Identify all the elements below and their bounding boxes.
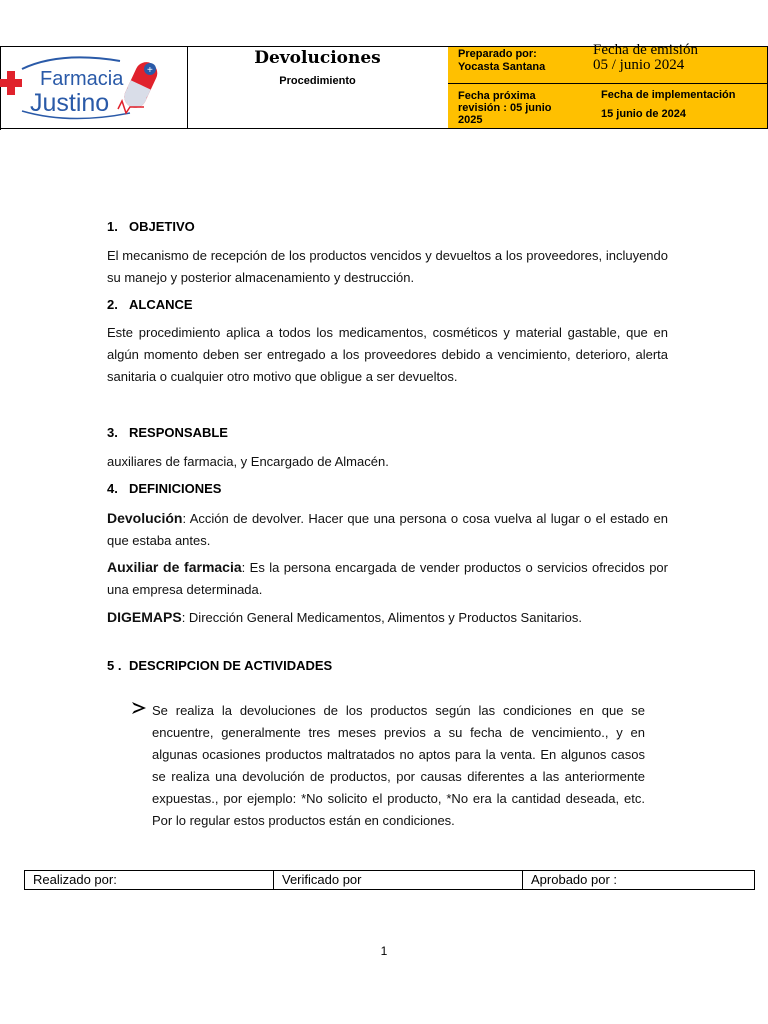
- prepared-by-value: Yocasta Santana: [458, 61, 546, 73]
- section-number: 1.: [107, 219, 118, 234]
- made-by-cell: Realizado por:: [25, 871, 274, 889]
- section-title: OBJETIVO: [129, 219, 195, 234]
- arrow-bullet-icon: [131, 700, 147, 716]
- page-number: 1: [380, 944, 388, 958]
- svg-text:Justino: Justino: [30, 89, 110, 117]
- section-number: 4.: [107, 481, 118, 496]
- definition-digemaps: [107, 606, 668, 629]
- prepared-by-cell: [448, 46, 590, 84]
- svg-text:Farmacia: Farmacia: [40, 68, 124, 90]
- section-title: DESCRIPCION DE ACTIVIDADES: [129, 658, 333, 673]
- section-title: ALCANCE: [129, 297, 193, 312]
- title-cell: [187, 46, 449, 129]
- section-title: DEFINICIONES: [129, 481, 222, 496]
- definition-term: Auxiliar de farmacia: [107, 559, 242, 575]
- definition-text: : Acción de devolver. Hacer que una persona o cosa vuelva al lugar o el estado en que estaba antes.: [107, 511, 668, 548]
- definition-term: DIGEMAPS: [107, 609, 182, 625]
- section-number: 5 .: [107, 658, 122, 673]
- section-number: 3.: [107, 425, 118, 440]
- section-text-objetivo: El mecanismo de recepción de los productos vencidos y devueltos a los proveedores, incluyendo su manejo y posterior almacenamiento y destrucción.: [107, 248, 668, 285]
- svg-text:+: +: [147, 65, 153, 76]
- farmacia-justino-logo: [0, 49, 186, 127]
- prepared-by-label: Preparado por:: [458, 48, 537, 60]
- signature-table: [24, 870, 755, 890]
- section-title: RESPONSABLE: [129, 425, 228, 440]
- section-text-responsable: auxiliares de farmacia, y Encargado de Almacén.: [107, 454, 389, 469]
- section-heading-descripcion: [107, 658, 332, 673]
- section-number: 2.: [107, 297, 118, 312]
- next-review-cell: [448, 83, 590, 129]
- issue-date-label: Fecha de emisión: [593, 42, 698, 58]
- activity-description: Se realiza la devoluciones de los productos según las condiciones en que se encuentre, generalmente tres meses previos a su fecha de vencimiento., y en algunas ocasiones productos maltratados no aptos para la venta. En algunos casos se realiza una devolución de productos, por causas diferentes a las anteriormente expuestas., por ejemplo: *No solicito el producto, *No era la cantidad deseada, etc. Por lo regular estos productos están en condiciones.: [152, 703, 645, 828]
- document-header: [0, 42, 768, 129]
- section-heading-objetivo: [107, 219, 195, 234]
- verified-by-cell: Verificado por: [274, 871, 523, 889]
- document-title: Devoluciones: [254, 48, 381, 68]
- definition-devolucion: [107, 507, 668, 552]
- definition-text: : Dirección General Medicamentos, Alimentos y Productos Sanitarios.: [181, 610, 582, 625]
- implementation-date-label: Fecha de implementación: [601, 89, 736, 101]
- issue-date-cell: [589, 42, 768, 84]
- implementation-date-cell: [589, 83, 768, 129]
- next-review-text: Fecha próxima revisión : 05 junio 2025: [458, 90, 552, 126]
- implementation-date-value: 15 junio de 2024: [601, 108, 686, 120]
- document-subtitle: Procedimiento: [279, 75, 356, 87]
- logo-cell: [0, 46, 188, 129]
- definition-term: Devolución: [107, 510, 183, 526]
- section-text-alcance: Este procedimiento aplica a todos los medicamentos, cosméticos y material gastable, que en algún momento deben ser entregado a los proveedores debido a vencimiento, deterioro, alerta sanitaria o cualquier otro motivo que obligue a ser devueltos.: [107, 325, 668, 384]
- definition-text: : Es la persona encargada de vender productos o servicios ofrecidos por una empresa determinada.: [107, 560, 668, 597]
- approved-by-cell: Aprobado por :: [531, 872, 618, 887]
- section-heading-responsable: [107, 425, 228, 440]
- section-heading-alcance: [107, 297, 193, 312]
- cross-icon: [0, 71, 22, 95]
- issue-date-value: 05 / junio 2024: [593, 57, 685, 73]
- section-heading-definiciones: [107, 481, 221, 496]
- definition-auxiliar: [107, 556, 668, 601]
